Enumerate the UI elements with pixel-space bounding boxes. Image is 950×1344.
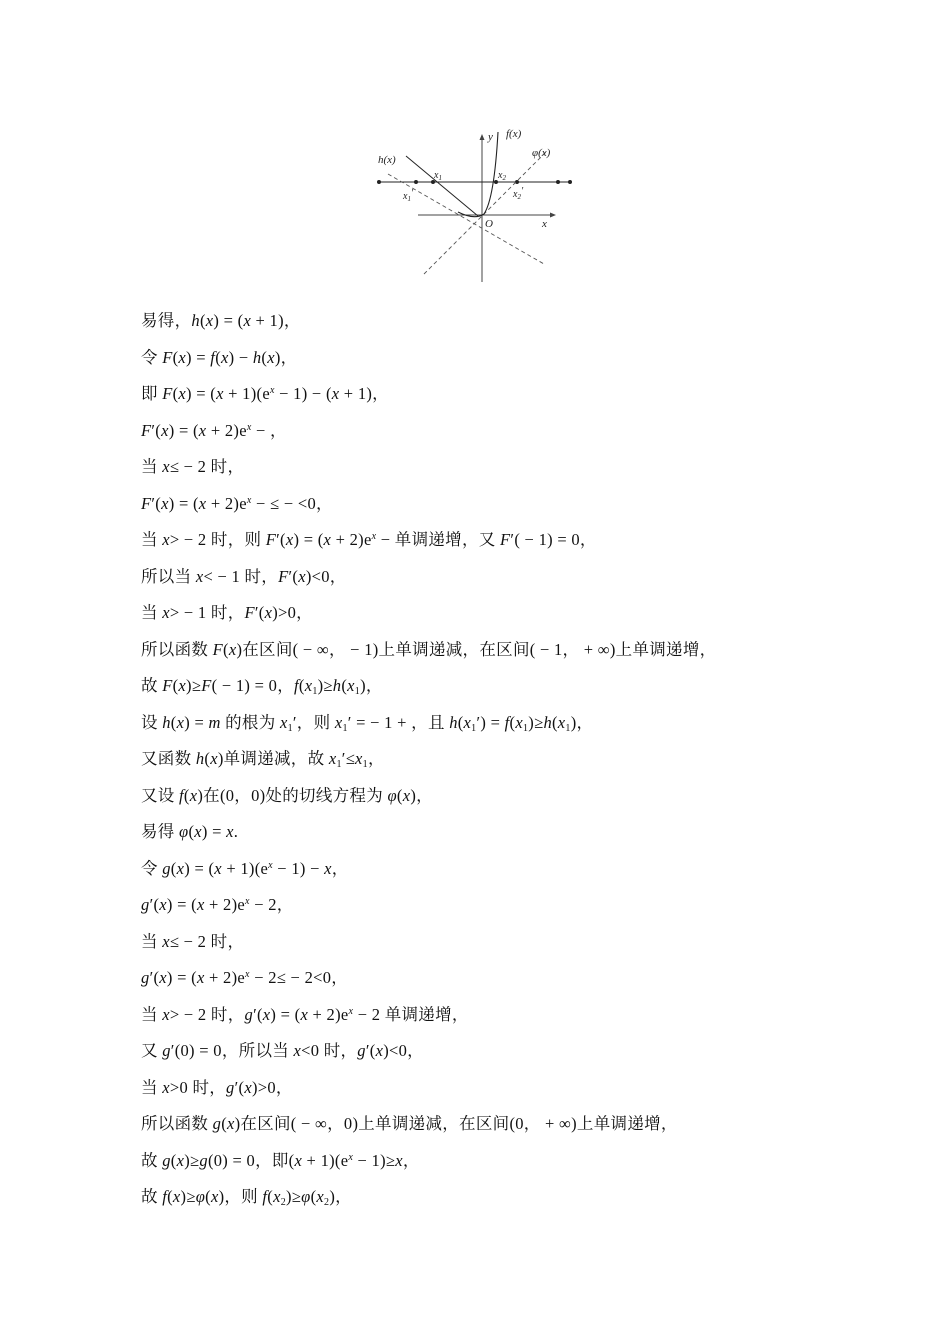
solution-line: 所以函数 F(x)在区间( − ∞， − 1)上单调递减，在区间( − 1， + ∞)上单调递增， <box>141 639 717 659</box>
solution-line: 易得，h(x) = (x + 1)， <box>141 311 301 330</box>
solution-line: 令 $g(x) = (x + 1)(e^x - 1) - x$， <box>141 858 349 878</box>
solution-line: 易得 φ(x) = x. <box>141 822 239 841</box>
label-hx: h(x) <box>378 154 396 166</box>
x-axis-arrow <box>550 213 556 218</box>
solution-line: 当 x> − 1 时，F′(x)>0， <box>141 603 313 622</box>
function-graph-figure <box>366 118 596 286</box>
label-x: x <box>542 218 547 230</box>
solution-line: 故 f(x)≥φ(x)，则 $f(x_2)\ge\varphi(x_2)$， <box>141 1187 352 1208</box>
solution-line: 又 g′(0) = 0，所以当 x<0 时，g′(x)<0， <box>141 1041 424 1060</box>
point-x1-prime <box>414 180 418 184</box>
curve-h <box>406 156 478 216</box>
line-end-point-right <box>568 180 572 184</box>
label-x1: $x_1$ <box>434 170 442 182</box>
solution-line: 所以函数 g(x)在区间( − ∞，0)上单调递减，在区间(0， + ∞)上单调递增， <box>141 1114 678 1133</box>
solution-line: 所以当 x< − 1 时，F′(x)<0， <box>141 566 347 586</box>
point-m-right <box>556 180 560 184</box>
solution-line: $F'(x) = (x + 2)e^x$ − ≤ − <0， <box>141 493 333 513</box>
label-fx: f(x) <box>506 128 522 140</box>
solution-line: $F'(x) = (x + 2)e^x$ − ， <box>141 420 287 440</box>
solution-line: 当 x> − 2 时，$g'(x) = (x + 2)e^x - 2$ 单调递增， <box>141 1004 469 1024</box>
line-end-point-left <box>377 180 381 184</box>
solution-text <box>141 306 901 1219</box>
label-phix: φ(x) <box>532 147 551 159</box>
solution-line: $g'(x) = (x + 2)e^x - 2$， <box>141 895 294 914</box>
label-x1-prime: $x_1'$ <box>403 188 414 203</box>
solution-line: 又函数 h(x)单调递减，故 $x_1'\le x_1$， <box>141 749 385 770</box>
y-axis-arrow <box>480 134 485 140</box>
label-y: y <box>488 131 493 143</box>
solution-line: 故 F(x)≥F( − 1) = 0，$f(x_1)\ge h(x_1)$， <box>141 676 383 697</box>
solution-line: 即 $F(x) = (x + 1)(e^x - 1) - (x + 1)$， <box>141 384 389 403</box>
solution-line: 又设 f(x)在(0，0)处的切线方程为 φ(x)， <box>141 785 433 805</box>
solution-line: 令 F(x) = f(x) − h(x)， <box>141 347 298 367</box>
solution-line: $g'(x) = (x + 2)e^x - 2\le - 2<0$， <box>141 968 349 987</box>
solution-line: 当 x≤ − 2 时， <box>141 931 245 951</box>
solution-line: 当 x>0 时，g′(x)>0， <box>141 1077 293 1097</box>
label-origin: O <box>485 218 493 230</box>
solution-line: 设 h(x) = m 的根为 $x_1'$，则 $x_1'$ = − 1 + ，且 $h(x_1') = f(x_1)\ge h(x_1)$， <box>141 712 594 734</box>
label-x2-prime: $x_2'$ <box>513 186 524 201</box>
label-x2: $x_2$ <box>498 170 506 182</box>
solution-line: 当 x≤ − 2 时， <box>141 457 245 476</box>
solution-line: 当 x> − 2 时，则 $F'(x) = (x + 2)e^x$ − 单调递增，又 F′( − 1) = 0， <box>141 530 597 549</box>
solution-line: 故 g(x)≥g(0) = 0，即$(x + 1)(e^x - 1)\ge x$， <box>141 1150 420 1170</box>
